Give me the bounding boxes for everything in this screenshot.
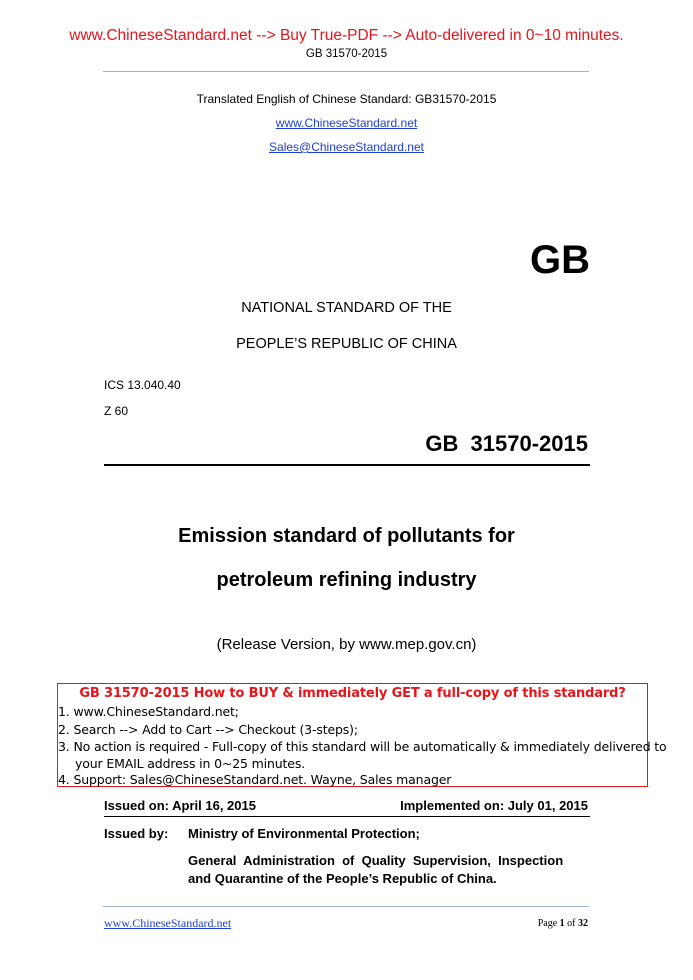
page-label: Page: [537, 918, 560, 929]
issued-by-label: Issued by:: [104, 826, 169, 841]
sales-email-row: [0, 140, 693, 154]
national-standard-line2: PEOPLE’S REPUBLIC OF CHINA: [236, 336, 457, 352]
standard-number: GB 31570-2015: [425, 431, 588, 456]
standard-number-rule: [104, 464, 590, 466]
page-number: 1: [559, 918, 565, 929]
header-code: GB 31570-2015: [305, 48, 388, 60]
header-divider: [103, 71, 589, 72]
issuer-1: Ministry of Environmental Protection;: [188, 826, 420, 841]
buy-box-item: 4. Support: Sales@ChineseStandard.net. Wayne, Sales manager: [58, 772, 452, 787]
website-link[interactable]: www.ChineseStandard.net: [275, 116, 418, 130]
buy-box-item: your EMAIL address in 0~25 minutes.: [75, 756, 306, 771]
implemented-on: Implemented on: July 01, 2015: [400, 798, 588, 813]
page-indicator: [480, 918, 588, 929]
footer-divider: [103, 906, 589, 907]
buy-box-item: 1. www.ChineseStandard.net;: [58, 704, 239, 719]
issued-on: Issued on: April 16, 2015: [104, 798, 256, 813]
sales-email-link[interactable]: Sales@ChineseStandard.net: [269, 140, 424, 154]
buy-box-item: 2. Search --> Add to Cart --> Checkout (3-steps);: [58, 722, 358, 737]
page-of: of: [564, 918, 578, 929]
issuer-2-line2: and Quarantine of the People’s Republic of China.: [188, 871, 497, 886]
release-version: (Release Version, by www.mep.gov.cn): [216, 636, 477, 653]
page-total: 32: [578, 918, 588, 929]
gb-mark: GB: [530, 238, 590, 282]
buy-box-item: 3. No action is required - Full-copy of this standard will be automatically & immediately delivered to: [58, 739, 667, 754]
footer-link[interactable]: www.ChineseStandard.net: [104, 916, 232, 930]
title-line1: Emission standard of pollutants for: [178, 525, 515, 547]
website-link-row: [0, 116, 693, 130]
title-line2: petroleum refining industry: [216, 569, 477, 591]
buy-instructions-box: [57, 683, 667, 787]
translated-line: Translated English of Chinese Standard: GB31570-2015: [196, 92, 497, 106]
top-banner[interactable]: www.ChineseStandard.net --> Buy True-PDF --> Auto-delivered in 0~10 minutes.: [69, 27, 624, 44]
buy-box-heading: GB 31570-2015 How to BUY & immediately GET a full-copy of this standard?: [79, 686, 626, 701]
issuer-2-line1: General Administration of Quality Supervision, Inspection: [188, 853, 564, 868]
issued-rule: [104, 816, 590, 817]
z-code: Z 60: [104, 404, 129, 418]
ics-code: ICS 13.040.40: [104, 378, 181, 392]
national-standard-line1: NATIONAL STANDARD OF THE: [241, 300, 452, 316]
